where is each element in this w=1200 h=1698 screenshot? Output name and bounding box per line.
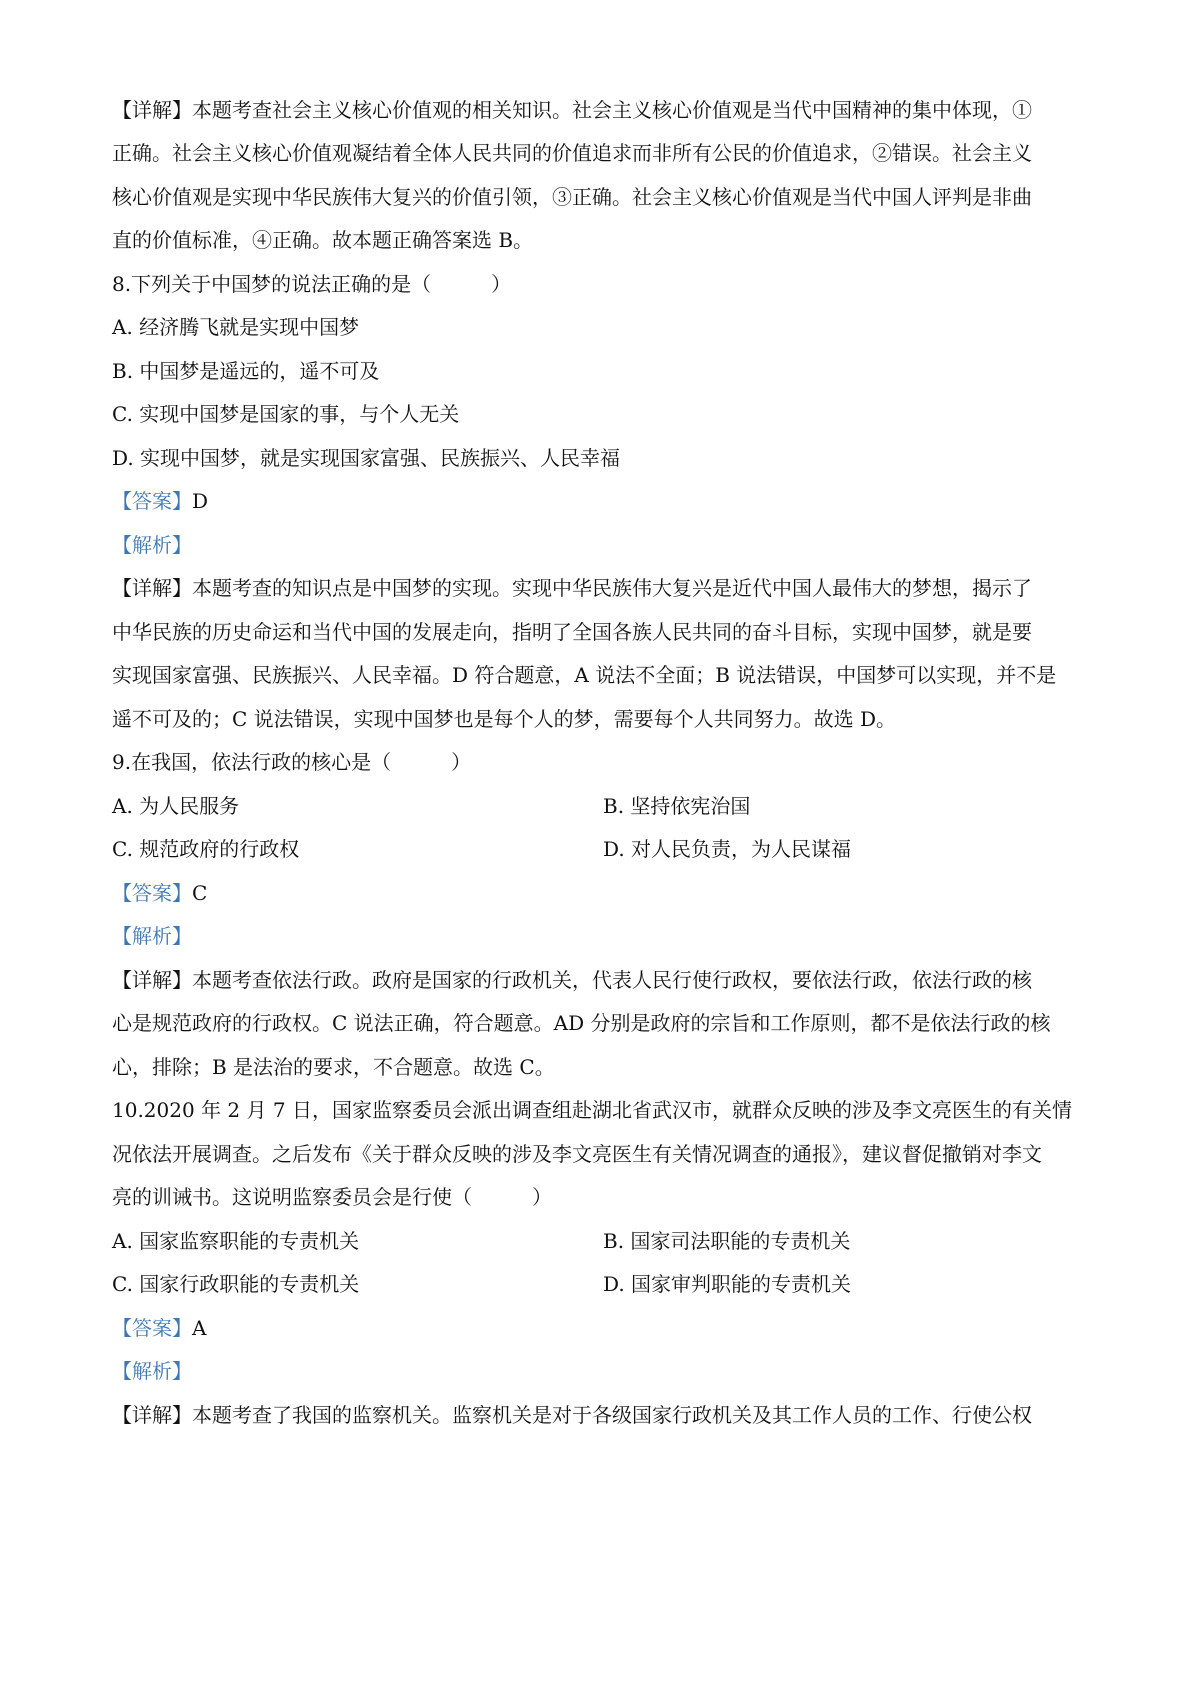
detail-line: 核心价值观是实现中华民族伟大复兴的价值引领，③正确。社会主义核心价值观是当代中国人评判是非曲 — [112, 185, 1032, 209]
question-10-option-c: C. 国家行政职能的专责机关 — [112, 1272, 360, 1296]
question-9-option-d: D. 对人民负责，为人民谋福 — [603, 837, 852, 861]
question-8-answer — [112, 487, 208, 515]
question-9-option-a: A. 为人民服务 — [112, 794, 240, 818]
question-9-answer — [112, 879, 207, 907]
detail-tag: 【详解】 — [112, 98, 192, 122]
question-8-detail-line: 中华民族的历史命运和当代中国的发展走向，指明了全国各族人民共同的奋斗目标，实现中国梦，就是要 — [112, 620, 1032, 644]
question-8-detail-line: 实现国家富强、民族振兴、人民幸福。D 符合题意，A 说法不全面；B 说法错误，中国梦可以实现，并不是 — [112, 663, 1057, 687]
question-9-option-b: B. 坚持依宪治国 — [603, 794, 751, 818]
question-8-option-c: C. 实现中国梦是国家的事，与个人无关 — [112, 402, 460, 426]
question-8-detail-line — [112, 574, 1032, 602]
detail-line — [112, 96, 1032, 124]
detail-text: 本题考查依法行政。政府是国家的行政机关，代表人民行使行政权，要依法行政，依法行政的核 — [192, 968, 1032, 992]
detail-tag: 【详解】 — [112, 576, 192, 600]
question-10-detail-line — [112, 1401, 1032, 1429]
answer-value: C — [192, 881, 208, 905]
detail-line: 直的价值标准，④正确。故本题正确答案选 B。 — [112, 228, 534, 252]
question-10-analysis-tag: 【解析】 — [112, 1359, 192, 1383]
question-10-option-b: B. 国家司法职能的专责机关 — [603, 1229, 851, 1253]
question-8-option-b: B. 中国梦是遥远的，遥不可及 — [112, 359, 380, 383]
question-10-stem-line: 况依法开展调查。之后发布《关于群众反映的涉及李文亮医生有关情况调查的通报》，建议督促撤销对李文 — [112, 1142, 1042, 1166]
question-9-detail-line — [112, 966, 1032, 994]
question-8-option-d: D. 实现中国梦，就是实现国家富强、民族振兴、人民幸福 — [112, 446, 621, 470]
question-8-detail-line: 遥不可及的；C 说法错误，实现中国梦也是每个人的梦，需要每个人共同努力。故选 D。 — [112, 707, 897, 731]
question-10-option-a: A. 国家监察职能的专责机关 — [112, 1229, 360, 1253]
detail-text: 本题考查了我国的监察机关。监察机关是对于各级国家行政机关及其工作人员的工作、行使公权 — [192, 1403, 1032, 1427]
answer-tag: 【答案】 — [112, 489, 192, 513]
question-9-detail-line: 心，排除；B 是法治的要求，不合题意。故选 C。 — [112, 1055, 555, 1079]
question-9-analysis-tag: 【解析】 — [112, 924, 192, 948]
question-10-option-d: D. 国家审判职能的专责机关 — [603, 1272, 852, 1296]
answer-tag: 【答案】 — [112, 881, 192, 905]
answer-value: A — [192, 1316, 207, 1340]
question-9-detail-line: 心是规范政府的行政权。C 说法正确，符合题意。AD 分别是政府的宗旨和工作原则，都不是依法行政的核 — [112, 1011, 1051, 1035]
question-9-option-c: C. 规范政府的行政权 — [112, 837, 300, 861]
question-9-stem: 9.在我国，依法行政的核心是（ ） — [112, 750, 472, 774]
detail-line: 正确。社会主义核心价值观凝结着全体人民共同的价值追求而非所有公民的价值追求，②错误。社会主义 — [112, 141, 1032, 165]
question-10-answer — [112, 1314, 206, 1342]
detail-tag: 【详解】 — [112, 1403, 192, 1427]
question-10-stem-line: 亮的训诫书。这说明监察委员会是行使（ ） — [112, 1185, 552, 1209]
detail-text: 本题考查的知识点是中国梦的实现。实现中华民族伟大复兴是近代中国人最伟大的梦想，揭示了 — [192, 576, 1032, 600]
answer-value: D — [192, 489, 209, 513]
question-8-analysis-tag: 【解析】 — [112, 533, 192, 557]
question-10-stem-line: 10.2020 年 2 月 7 日，国家监察委员会派出调查组赴湖北省武汉市，就群众反映的涉及李文亮医生的有关情 — [112, 1098, 1072, 1122]
question-8-stem: 8.下列关于中国梦的说法正确的是（ ） — [112, 272, 512, 296]
question-8-option-a: A. 经济腾飞就是实现中国梦 — [112, 315, 360, 339]
detail-text: 本题考查社会主义核心价值观的相关知识。社会主义核心价值观是当代中国精神的集中体现，① — [192, 98, 1032, 122]
answer-tag: 【答案】 — [112, 1316, 192, 1340]
detail-tag: 【详解】 — [112, 968, 192, 992]
